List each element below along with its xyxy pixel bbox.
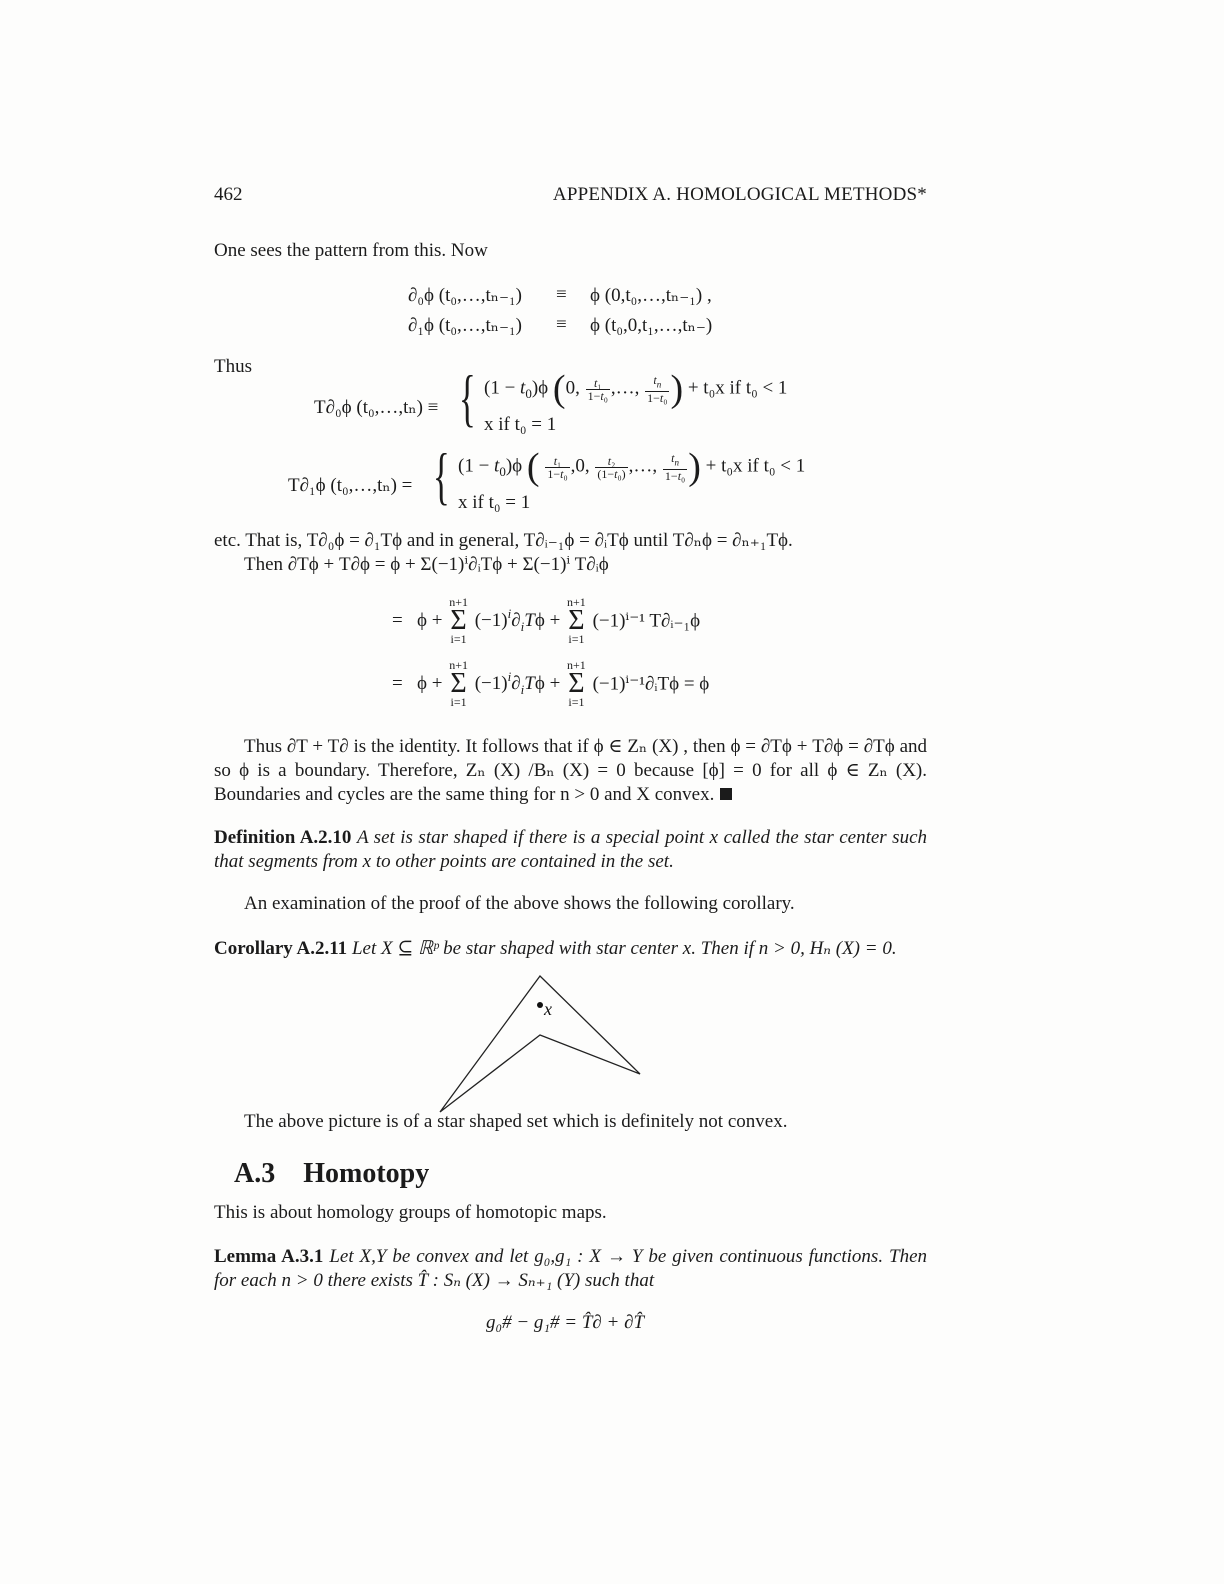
equation-t-d1-case1: $(1 - t_0)\phi$ ( $\frac{\text{t₁}}{\text{1−t₀}}$ ,0, $\frac{\text{t₂}}{\text{(1−t₀)}}$ ,…, $\frac{t_n}{\text{1−t₀}}$ ) + t₀x if t₀ < 1	[458, 446, 806, 488]
star-center-label: x	[544, 999, 552, 1019]
section-heading	[234, 1158, 429, 1190]
equation-boundary-0-lhs: ∂₀ϕ (t₀,…,tₙ₋₁)	[408, 285, 522, 306]
case1-tail: + t₀x if t₀ < 1	[687, 377, 788, 399]
equation-t-d0-lhs: T∂₀ϕ (t₀,…,tₙ) ≡	[314, 397, 439, 418]
section-title: Homotopy	[303, 1158, 430, 1189]
qed-symbol	[720, 788, 732, 800]
case1-tail-2: + t₀x if t₀ < 1	[705, 455, 806, 477]
paragraph-general: etc. That is, T∂₀ϕ = ∂₁Tϕ and in general, T∂ᵢ₋₁ϕ = ∂ᵢTϕ until T∂ₙϕ = ∂ₙ₊₁Tϕ.	[214, 530, 793, 551]
figure-caption: The above picture is of a star shaped set which is definitely not convex.	[244, 1111, 788, 1132]
paragraph-homotopy: This is about homology groups of homotopic maps.	[214, 1202, 607, 1223]
equation-equiv-1: ≡	[556, 284, 567, 305]
star-shaped-set-figure	[430, 970, 650, 1120]
definition-block	[214, 826, 927, 874]
paragraph-examination: An examination of the proof of the above shows the following corollary.	[244, 893, 795, 914]
paragraph-intro: One sees the pattern from this. Now	[214, 240, 488, 261]
star-center-point	[537, 1002, 543, 1008]
equation-sum-row1: = ϕ + n+1 Σ i=1 $(-1)^i\partial_iT\phi + n+1$ Σ i=1 (−1)ⁱ⁻¹ T∂ᵢ₋₁ϕ	[392, 595, 701, 646]
corollary-label: Corollary A.2.11	[214, 938, 348, 959]
lemma-label: Lemma A.3.1	[214, 1246, 324, 1267]
corollary-text: Let X ⊆ ℝᵖ be star shaped with star center x. Then if n > 0, Hₙ (X) = 0.	[351, 938, 897, 959]
equation-boundary-1-rhs: ϕ (t₀,0,t₁,…,tₙ₋)	[590, 315, 713, 336]
section-number: A.3	[234, 1158, 276, 1189]
brace-1: {	[458, 362, 476, 433]
definition-text: A set is star shaped if there is a special point x called the star center such that segments from x to other points are contained in the set.	[214, 827, 928, 872]
equation-t-d1-case2: x if t₀ = 1	[458, 492, 531, 513]
equation-boundary-1-lhs: ∂₁ϕ (t₀,…,tₙ₋₁)	[408, 315, 522, 336]
thus-label: Thus	[214, 356, 252, 377]
paragraph-identity: Thus ∂T + T∂ is the identity. It follows that if ϕ ∈ Zₙ (X) , then ϕ = ∂Tϕ + T∂ϕ = ∂Tϕ and so ϕ is a boundary. Therefore, Zₙ (X) /Bₙ (X) = 0 because [ϕ] = 0 for all ϕ ∈ Zₙ (X). Boundaries and cycles are the same thing for n > 0 and X convex.	[214, 736, 927, 805]
equation-boundary-0-rhs: ϕ (0,t₀,…,tₙ₋₁) ,	[590, 285, 712, 306]
sum-row2-tail: (−1)ⁱ⁻¹∂ᵢTϕ = ϕ	[592, 673, 710, 695]
brace-2: {	[432, 440, 450, 511]
running-header: APPENDIX A. HOMOLOGICAL METHODS*	[552, 184, 927, 205]
equation-sum-row2: = ϕ + n+1 Σ i=1 $(-1)^i\partial_iT\phi + n+1$ Σ i=1 (−1)ⁱ⁻¹∂ᵢTϕ = ϕ	[392, 658, 710, 709]
star-shape-outline	[440, 976, 640, 1112]
equation-homotopy: g₀# − g₁# = T̂∂ + ∂T̂	[486, 1312, 645, 1333]
lemma-block	[214, 1245, 927, 1293]
lemma-text-1: Let X,Y be convex and let g₀,g₁ : X → Y be given continuous functions.	[329, 1246, 884, 1267]
page-number: 462	[214, 184, 243, 205]
equation-t-d0-case1: $(1 - t_0)\phi$ (0, $\frac{\text{t₁}}{\text{1−t₀}}$ ,…, $\frac{t_n}{\text{1−t₀}}$ ) + t₀x if t₀ < 1	[484, 368, 788, 410]
equation-t-d0-case2: x if t₀ = 1	[484, 414, 557, 435]
equation-t-d1-lhs: T∂₁ϕ (t₀,…,tₙ) =	[288, 475, 413, 496]
equation-equiv-2: ≡	[556, 314, 567, 335]
paragraph-then: Then ∂Tϕ + T∂ϕ = ϕ + Σ(−1)ⁱ∂ᵢTϕ + Σ(−1)ⁱ T∂ᵢϕ	[244, 554, 609, 575]
sum-row1-tail: (−1)ⁱ⁻¹ T∂ᵢ₋₁ϕ	[592, 610, 701, 632]
definition-label: Definition A.2.10	[214, 827, 352, 848]
corollary-block	[214, 937, 927, 961]
lemma-text-2: Then for each n > 0 there exists T̂ : Sₙ (X) → Sₙ₊₁ (Y) such that	[214, 1246, 928, 1291]
